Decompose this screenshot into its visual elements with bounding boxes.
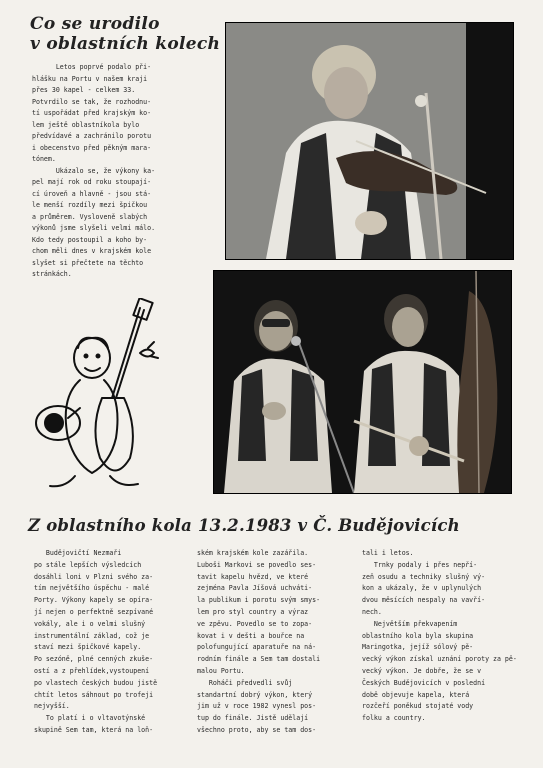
photo-singers-image [214,271,511,493]
article-column-2: ském krajském kole zazářila. Luboši Markovi se povedlo ses- tavit kapelu hvězd, ve které zejména Pavla Jíšová uchváti- la publikum i porotu svým smys- lem pro styl country a výraz ve zpěvu. Povedlo se to zopa- kovat i v dešti a bouřce na polofungující aparatuře na ná- rodním finále a Sem tam dostali malou Portu. Roháči předvedli svůj standartní dobrý výkon, který jim už v roce 1982 vynesl pos- tup do finále. Jistě udělají všechno proto, aby se tam dos- [197,549,321,734]
section-title [30,14,220,54]
article-column-1: Budějovičtí Nezmaři po stále lepších výsledcích dosáhli loni v Plzni svého za- tím největšího úspěchu - malé Porty. Výkony kapely se opíra- jí nejen o perfektně sezpívané vokály, ale i o velmi slušný instrumentální základ, což je staví mezi špičkové kapely. Po sezóně, plné cenných zkuše- ostí a z přehlídek,vystoupení po vlastech českých budou jistě chtít letos sáhnout po trofeji nejvyšší. To platí i o vltavotýnské skupině Sem tam, která na loň- [34,549,158,734]
section-title-line-1: Co se urodilo [30,14,160,34]
section-title-line-2: v oblastních kolech [30,34,221,54]
intro-paragraph: Letos poprvé podalo při- hlášku na Portu v našem kraji přes 30 kapel - celkem 33. Potvrdilo se tak, že rozhodnu- tí uspořádat před krajským ko- lem ještě oblastníkola bylo předvídavé a zachránilo porotu i obecenstvo před pěkným mara- tónem. Ukázalo se, že výkony ka- pel mají rok od roku stoupají- cí úroveň a hlavně - jsou stá- le menší rozdíly mezi špičkou a průměrem. Vysloveně slabých výkonů jsme slyšeli velmi málo. Kdo tedy postoupil a koho by- chom měli dnes v krajském kole slyšet si přečtete na těchto stránkách. [32,63,156,278]
photo-violinist [225,22,514,260]
article-column-3: tali i letos. Trnky podaly i přes nepří- zeň osudu a techniky slušný vý- kon a ukázaly, že v uplynulých dvou měsících nespaly na vavří- nech. Největším překvapením oblastního kola byla skupina Maringotka, jejíž sólový pě- vecký výkon získal uznání poroty za pě- vecký výkon. Je dobře, že se v Českých Budějovicích v poslední době objevuje kapela, která rozčeří poněkud stojaté vody folku a country. [362,549,517,723]
article-heading: Z oblastního kola 13.2.1983 v Č. Budějovicích [28,516,460,535]
photo-violinist-image [226,23,513,259]
photo-singers [213,270,512,494]
cartoon-guitarist-illustration [20,298,170,498]
